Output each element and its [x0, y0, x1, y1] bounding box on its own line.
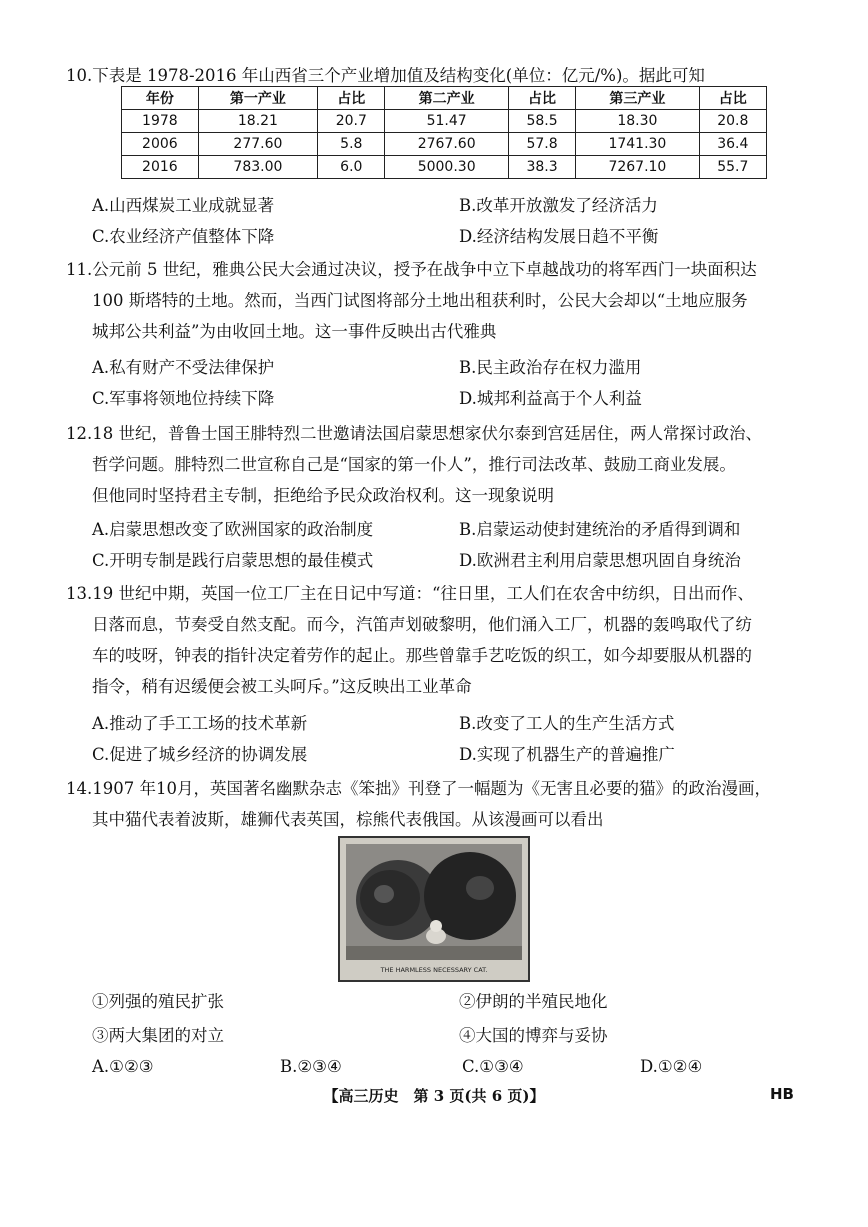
option-b[interactable]: B.启蒙运动使封建统治的矛盾得到调和	[459, 520, 741, 539]
item-4: ④大国的博弈与妥协	[459, 1026, 608, 1045]
question-11-line: 城邦公共利益”为由收回土地。这一事件反映出古代雅典	[92, 322, 497, 341]
question-14-line: 其中猫代表着波斯，雄狮代表英国，棕熊代表俄国。从该漫画可以看出	[92, 810, 604, 829]
table-row	[122, 133, 767, 156]
table-cell: 58.5	[508, 110, 575, 133]
option-a[interactable]: A.推动了手工工场的技术革新	[92, 714, 308, 733]
table-cell: 2767.60	[385, 133, 508, 156]
question-14	[66, 773, 806, 835]
header-cell: 年份	[122, 87, 199, 110]
question-11-line: 100 斯塔特的土地。然而，当西门试图将部分土地出租获利时，公民大会却以“土地应服务	[92, 291, 748, 310]
option-d[interactable]: D.城邦利益高于个人利益	[459, 389, 642, 408]
option-b[interactable]: B.②③④	[280, 1057, 342, 1076]
cartoon-illustration	[340, 838, 528, 980]
question-11-line: 11.公元前 5 世纪，雅典公民大会通过决议，授予在战争中立下卓越战功的将军西门一块面积达	[66, 260, 757, 279]
table-cell: 1978	[122, 110, 199, 133]
table-cell: 20.7	[318, 110, 385, 133]
item-3: ③两大集团的对立	[92, 1026, 224, 1045]
question-14-items	[92, 986, 792, 1051]
question-12	[66, 418, 806, 511]
table-cell: 7267.10	[576, 156, 699, 179]
table-cell: 18.21	[198, 110, 317, 133]
table-row	[122, 156, 767, 179]
political-cartoon-image	[338, 836, 530, 982]
question-12-line: 但他同时坚持君主专制，拒绝给予民众政治权利。这一现象说明	[92, 486, 554, 505]
table-cell: 20.8	[699, 110, 766, 133]
question-13-line: 指令，稍有迟缓便会被工头呵斥。”这反映出工业革命	[92, 677, 472, 696]
question-12-options	[92, 514, 792, 576]
table-cell: 5000.30	[385, 156, 508, 179]
option-c[interactable]: C.开明专制是践行启蒙思想的最佳模式	[92, 551, 374, 570]
option-c[interactable]: C.军事将领地位持续下降	[92, 389, 275, 408]
question-10-stem: 10.下表是 1978-2016 年山西省三个产业增加值及结构变化(单位：亿元/%)。据此可知	[66, 66, 705, 85]
table-cell: 2016	[122, 156, 199, 179]
question-13	[66, 578, 806, 702]
option-d[interactable]: D.经济结构发展日趋不平衡	[459, 227, 659, 246]
header-cell: 第一产业	[198, 87, 317, 110]
item-1: ①列强的殖民扩张	[92, 992, 224, 1011]
table-cell: 277.60	[198, 133, 317, 156]
option-a[interactable]: A.私有财产不受法律保护	[92, 358, 275, 377]
table-cell: 6.0	[318, 156, 385, 179]
industry-table	[121, 86, 767, 179]
question-14-options	[92, 1051, 792, 1082]
option-d[interactable]: D.欧洲君主利用启蒙思想巩固自身统治	[459, 551, 741, 570]
header-cell: 第三产业	[576, 87, 699, 110]
item-2: ②伊朗的半殖民地化	[459, 992, 608, 1011]
table-header-row	[122, 87, 767, 110]
question-12-line: 哲学问题。腓特烈二世宣称自己是“国家的第一仆人”，推行司法改革、鼓励工商业发展。	[92, 455, 736, 474]
table-cell: 2006	[122, 133, 199, 156]
option-b[interactable]: B.改革开放激发了经济活力	[459, 196, 658, 215]
option-d[interactable]: D.实现了机器生产的普遍推广	[459, 745, 675, 764]
question-10-options	[92, 190, 792, 252]
question-13-line: 13.19 世纪中期，英国一位工厂主在日记中写道：“往日里，工人们在农舍中纺织，日出而作、	[66, 584, 754, 603]
option-c[interactable]: C.①③④	[462, 1057, 524, 1076]
table-cell: 38.3	[508, 156, 575, 179]
header-cell: 第二产业	[385, 87, 508, 110]
question-11	[66, 254, 806, 347]
table-row	[122, 110, 767, 133]
page-footer: 【高三历史 第 3 页(共 6 页)】	[323, 1087, 545, 1105]
table-cell: 57.8	[508, 133, 575, 156]
option-b[interactable]: B.民主政治存在权力滥用	[459, 358, 642, 377]
option-d[interactable]: D.①②④	[640, 1057, 703, 1076]
question-14-line: 14.1907 年10月，英国著名幽默杂志《笨拙》刊登了一幅题为《无害且必要的猫》的政治漫画，	[66, 779, 771, 798]
option-a[interactable]: A.①②③	[92, 1057, 154, 1076]
question-11-options	[92, 352, 792, 414]
question-13-options	[92, 708, 792, 770]
option-c[interactable]: C.农业经济产值整体下降	[92, 227, 275, 246]
table-cell: 36.4	[699, 133, 766, 156]
table-cell: 783.00	[198, 156, 317, 179]
table-cell: 18.30	[576, 110, 699, 133]
table-cell: 5.8	[318, 133, 385, 156]
option-c[interactable]: C.促进了城乡经济的协调发展	[92, 745, 308, 764]
question-13-line: 车的吱呀，钟表的指针决定着劳作的起止。那些曾靠手艺吃饭的织工，如今却要服从机器的	[92, 646, 752, 665]
paper-code: HB	[770, 1085, 794, 1103]
header-cell: 占比	[508, 87, 575, 110]
option-b[interactable]: B.改变了工人的生产生活方式	[459, 714, 675, 733]
table-cell: 1741.30	[576, 133, 699, 156]
header-cell: 占比	[318, 87, 385, 110]
question-12-line: 12.18 世纪，普鲁士国王腓特烈二世邀请法国启蒙思想家伏尔泰到宫廷居住，两人常探讨政治、	[66, 424, 762, 443]
cartoon-caption: THE HARMLESS NECESSARY CAT.	[380, 966, 488, 974]
option-a[interactable]: A.山西煤炭工业成就显著	[92, 196, 275, 215]
table-cell: 51.47	[385, 110, 508, 133]
option-a[interactable]: A.启蒙思想改变了欧洲国家的政治制度	[92, 520, 374, 539]
table-cell: 55.7	[699, 156, 766, 179]
header-cell: 占比	[699, 87, 766, 110]
question-13-line: 日落而息，节奏受自然支配。而今，汽笛声划破黎明，他们涌入工厂，机器的轰鸣取代了纺	[92, 615, 752, 634]
